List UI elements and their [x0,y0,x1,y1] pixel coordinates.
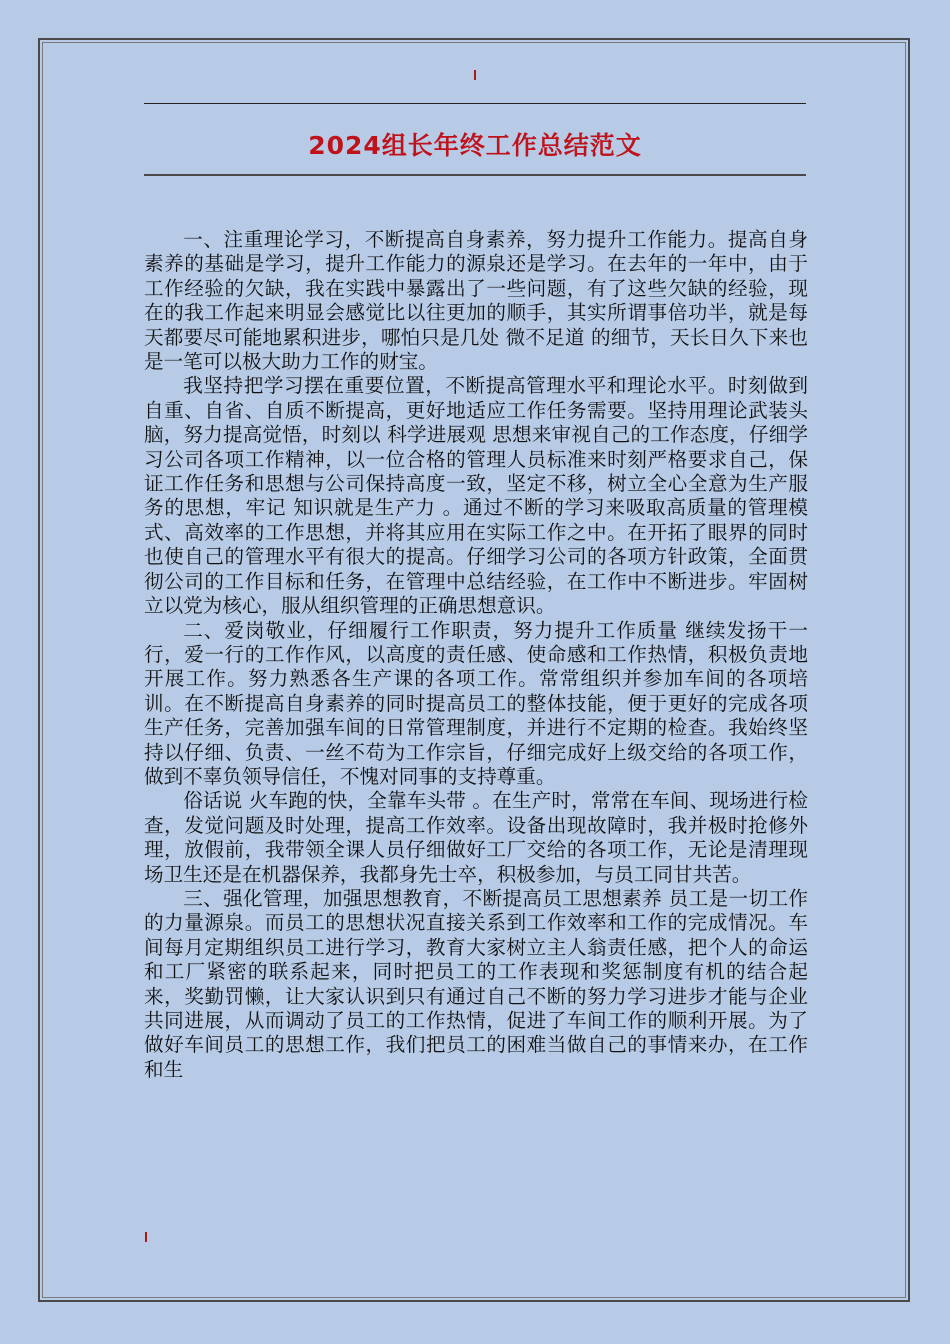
paragraph: 我坚持把学习摆在重要位置，不断提高管理水平和理论水平。时刻做到自重、自省、自质不断提高，更好地适应工作任务需要。坚持用理论武装头脑，努力提高觉悟，时刻以 科学进展观 思想来审视自己的工作态度，仔细学习公司各项工作精神，以一位合格的管理人员标准来时刻严格要求自己，保证工作任务和思想与公司保持高度一致，坚定不移，树立全心全意为生产服务的思想，牢记 知识就是生产力 。通过不断的学习来吸取高质量的管理模式、高效率的工作思想，并将其应用在实际工作之中。在开拓了眼界的同时也使自己的管理水平有很大的提高。仔细学习公司的各项方针政策，全面贯彻公司的工作目标和任务，在管理中总结经验，在工作中不断进步。牢固树立以党为核心，服从组织管理的正确思想意识。 [144,374,808,618]
paragraph: 二、爱岗敬业，仔细履行工作职责，努力提升工作质量 继续发扬干一行，爱一行的工作作风，以高度的责任感、使命感和工作热情，积极负责地开展工作。努力熟悉各生产课的各项工作。常常组织并参加车间的各项培训。在不断提高自身素养的同时提高员工的整体技能，便于更好的完成各项生产任务，完善加强车间的日常管理制度，并进行不定期的检查。我始终坚持以仔细、负责、一丝不苟为工作宗旨，仔细完成好上级交给的各项工作，做到不辜负领导信任，不愧对同事的支持尊重。 [144,618,808,788]
document-body [144,228,808,1082]
document-title: 2024组长年终工作总结范文 [308,131,642,160]
paragraph: 三、强化管理，加强思想教育，不断提高员工思想素养 员工是一切工作的力量源泉。而员工的思想状况直接关系到工作效率和工作的完成情况。车间每月定期组织员工进行学习，教育大家树立主人翁责任感，把个人的命运和工厂紧密的联系起来，同时把员工的工作表现和奖惩制度有机的结合起来，奖勤罚懒，让大家认识到只有通过自己不断的努力学习进步才能与企业共同进展，从而调动了员工的工作热情，促进了车间工作的顺利开展。为了做好车间员工的思想工作，我们把员工的困难当做自己的事情来办，在工作和生 [144,886,808,1081]
paragraph: 一、注重理论学习，不断提高自身素养，努力提升工作能力。提高自身素养的基础是学习，提升工作能力的源泉还是学习。在去年的一年中，由于工作经验的欠缺，我在实践中暴露出了一些问题，有了这些欠缺的经验，现在的我工作起来明显会感觉比以往更加的顺手，其实所谓事倍功半，就是每天都要尽可能地累积进步，哪怕只是几处 微不足道 的细节，天长日久下来也是一笔可以极大助力工作的财宝。 [144,228,808,374]
header-rule [144,103,806,104]
header-mark [474,70,476,80]
footer-mark [145,1232,147,1242]
paragraph: 俗话说 火车跑的快，全靠车头带 。在生产时，常常在车间、现场进行检查，发觉问题及时处理，提高工作效率。设备出现故障时，我并极时抢修外理，放假前，我带领全课人员仔细做好工厂交给的各项工作，无论是清理现场卫生还是在机器保养，我都身先士卒，积极参加，与员工同甘共苦。 [144,789,808,886]
title-rule [144,174,806,176]
